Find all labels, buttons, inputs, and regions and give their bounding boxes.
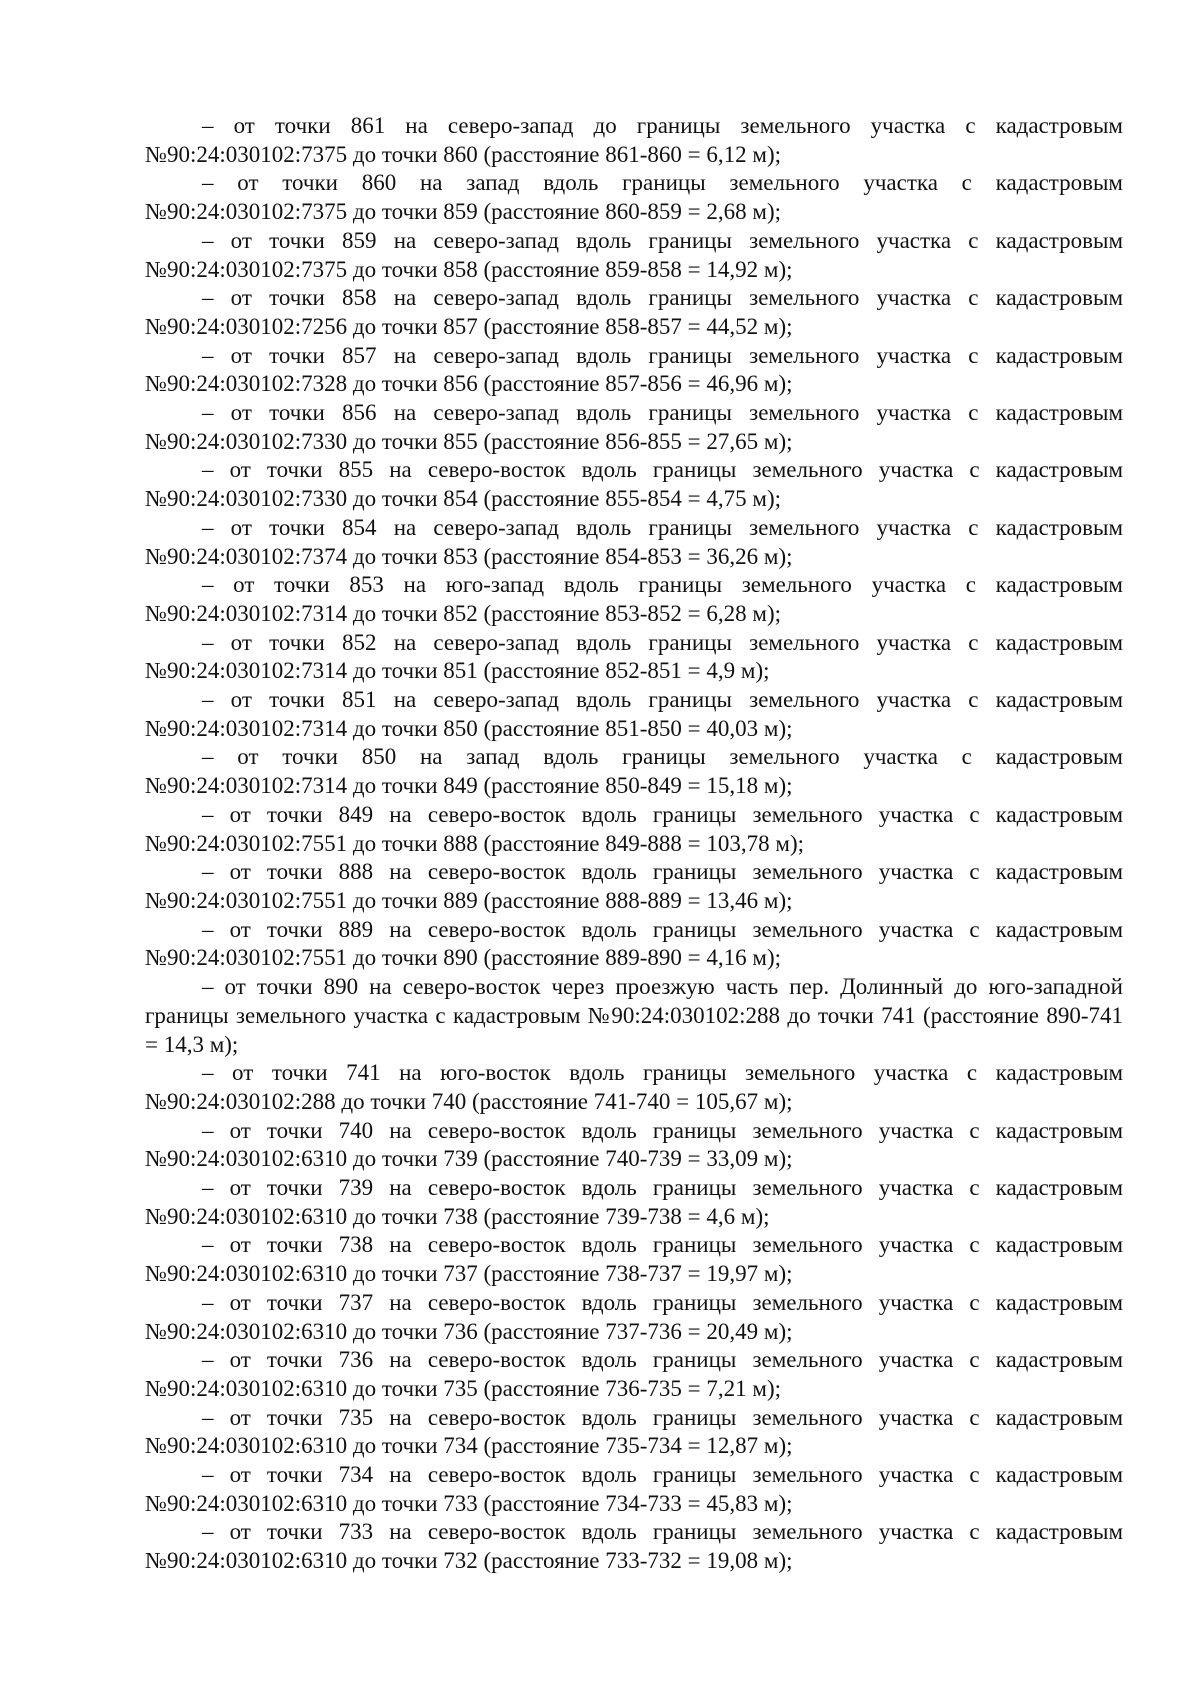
boundary-paragraph: – от точки 853 на юго-запад вдоль границы земельного участка с кадастровым №90:24:030102:7314 до точки 852 (расстояние 853-852 = 6,28 м); <box>145 572 1123 626</box>
boundary-paragraph: – от точки 857 на северо-запад вдоль границы земельного участка с кадастровым №90:24:030102:7328 до точки 856 (расстояние 857-856 = 46,96 м); <box>145 342 1123 397</box>
boundary-paragraph: – от точки 849 на северо-восток вдоль границы земельного участка с кадастровым №90:24:030102:7551 до точки 888 (расстояние 849-888 = 103,78 м); <box>145 801 1123 856</box>
boundary-paragraph: – от точки 855 на северо-восток вдоль границы земельного участка с кадастровым №90:24:030102:7330 до точки 854 (расстояние 855-854 = 4,75 м); <box>145 457 1123 512</box>
boundary-paragraph: – от точки 859 на северо-запад вдоль границы земельного участка с кадастровым №90:24:030102:7375 до точки 858 (расстояние 859-858 = 14,92 м); <box>145 227 1123 282</box>
boundary-paragraph: – от точки 850 на запад вдоль границы земельного участка с кадастровым №90:24:030102:7314 до точки 849 (расстояние 850-849 = 15,18 м); <box>145 744 1123 799</box>
boundary-paragraph: – от точки 736 на северо-восток вдоль границы земельного участка с кадастровым №90:24:030102:6310 до точки 735 (расстояние 736-735 = 7,21 м); <box>145 1347 1123 1401</box>
boundary-paragraph: – от точки 735 на северо-восток вдоль границы земельного участка с кадастровым №90:24:030102:6310 до точки 734 (расстояние 735-734 = 12,87 м); <box>145 1404 1123 1459</box>
boundary-paragraph: – от точки 858 на северо-запад вдоль границы земельного участка с кадастровым №90:24:030102:7256 до точки 857 (расстояние 858-857 = 44,52 м); <box>145 285 1123 339</box>
boundary-paragraph: – от точки 734 на северо-восток вдоль границы земельного участка с кадастровым №90:24:030102:6310 до точки 733 (расстояние 734-733 = 45,83 м); <box>145 1462 1123 1516</box>
boundary-paragraph: – от точки 888 на северо-восток вдоль границы земельного участка с кадастровым №90:24:030102:7551 до точки 889 (расстояние 888-889 = 13,46 м); <box>145 859 1123 913</box>
boundary-paragraph: – от точки 741 на юго-восток вдоль границы земельного участка с кадастровым №90:24:030102:288 до точки 740 (расстояние 741-740 = 105,67 м); <box>145 1060 1123 1114</box>
boundary-paragraph: – от точки 856 на северо-запад вдоль границы земельного участка с кадастровым №90:24:030102:7330 до точки 855 (расстояние 856-855 = 27,65 м); <box>145 400 1123 454</box>
boundary-paragraph: – от точки 860 на запад вдоль границы земельного участка с кадастровым №90:24:030102:7375 до точки 859 (расстояние 860-859 = 2,68 м); <box>145 170 1123 225</box>
boundary-paragraph: – от точки 737 на северо-восток вдоль границы земельного участка с кадастровым №90:24:030102:6310 до точки 736 (расстояние 737-736 = 20,49 м); <box>145 1289 1123 1344</box>
boundary-paragraph: – от точки 851 на северо-запад вдоль границы земельного участка с кадастровым №90:24:030102:7314 до точки 850 (расстояние 851-850 = 40,03 м); <box>145 687 1123 741</box>
boundary-paragraph: – от точки 738 на северо-восток вдоль границы земельного участка с кадастровым №90:24:030102:6310 до точки 737 (расстояние 738-737 = 19,97 м); <box>145 1232 1123 1287</box>
boundary-paragraph: – от точки 890 на северо-восток через проезжую часть пер. Долинный до юго-западной границы земельного участка с кадастровым №90:24:030102:288 до точки 741 (расстояние 890-741 = 14,3 м); <box>145 974 1123 1057</box>
document-body <box>145 112 1123 1576</box>
boundary-paragraph: – от точки 861 на северо-запад до границы земельного участка с кадастровым №90:24:030102:7375 до точки 860 (расстояние 861-860 = 6,12 м); <box>145 113 1123 167</box>
boundary-paragraph: – от точки 852 на северо-запад вдоль границы земельного участка с кадастровым №90:24:030102:7314 до точки 851 (расстояние 852-851 = 4,9 м); <box>145 629 1123 684</box>
boundary-paragraph: – от точки 733 на северо-восток вдоль границы земельного участка с кадастровым №90:24:030102:6310 до точки 732 (расстояние 733-732 = 19,08 м); <box>145 1519 1123 1574</box>
boundary-paragraph: – от точки 854 на северо-запад вдоль границы земельного участка с кадастровым №90:24:030102:7374 до точки 853 (расстояние 854-853 = 36,26 м); <box>145 514 1123 569</box>
boundary-paragraph: – от точки 740 на северо-восток вдоль границы земельного участка с кадастровым №90:24:030102:6310 до точки 739 (расстояние 740-739 = 33,09 м); <box>145 1117 1123 1172</box>
boundary-paragraph: – от точки 889 на северо-восток вдоль границы земельного участка с кадастровым №90:24:030102:7551 до точки 890 (расстояние 889-890 = 4,16 м); <box>145 916 1123 971</box>
boundary-paragraph: – от точки 739 на северо-восток вдоль границы земельного участка с кадастровым №90:24:030102:6310 до точки 738 (расстояние 739-738 = 4,6 м); <box>145 1175 1123 1229</box>
